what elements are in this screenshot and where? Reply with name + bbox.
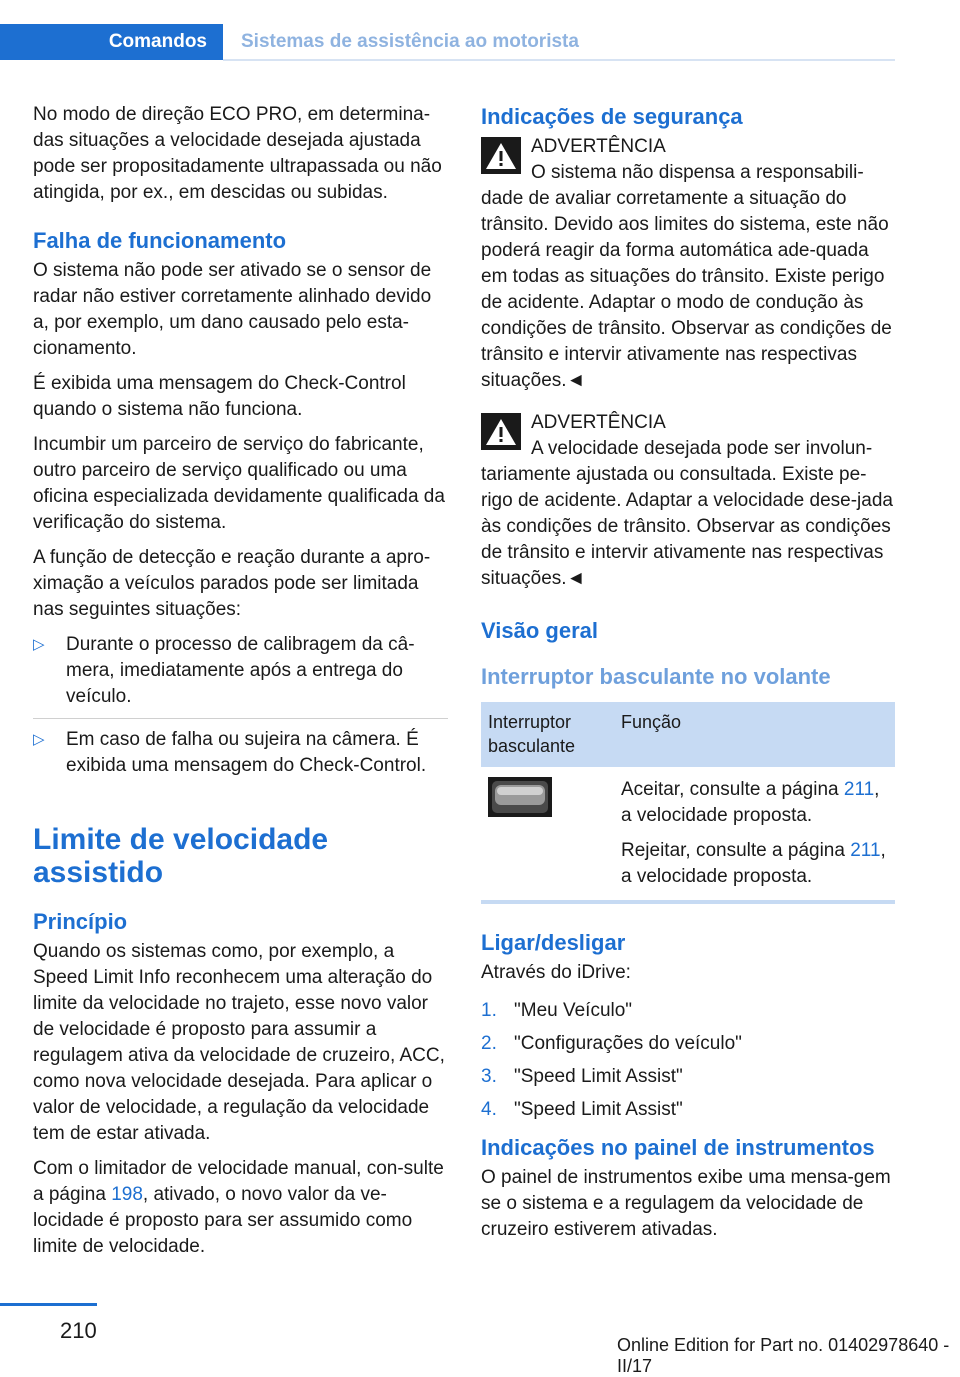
warning-box: [481, 410, 895, 592]
triangle-bullet-icon: ▷: [33, 636, 45, 653]
intro-paragraph: No modo de direção ECO PRO, em determina-das situações a velocidade desejada ajustada pode ser propositadamente ultrapassada ou não atingida, por ex., em descidas ou subidas.: [33, 104, 442, 203]
accept-text: Aceitar, consulte a página 211, a velocidade proposta.: [621, 779, 880, 826]
left-column: [33, 102, 448, 1269]
rocker-switch-icon: [488, 777, 552, 817]
malfunction-paragraph-2: É exibida uma mensagem do Check-Control quando o sistema não funciona.: [33, 373, 406, 420]
switch-heading: Interruptor basculante no volante: [481, 664, 831, 689]
overview-heading: Visão geral: [481, 618, 598, 643]
malfunction-heading: Falha de funcionamento: [33, 228, 287, 253]
onoff-intro: Através do iDrive:: [481, 962, 631, 983]
column-header: Interruptor basculante: [481, 702, 614, 767]
malfunction-paragraph-4: A função de detecção e reação durante a apro-ximação a veículos parados pode ser limitada nas seguintes situações:: [33, 547, 431, 620]
list-item: 4. "Speed Limit Assist": [481, 1099, 683, 1120]
warning-label: ADVERTÊNCIA: [531, 412, 666, 433]
page-link-211[interactable]: 211: [850, 840, 881, 861]
right-column: [481, 102, 895, 1252]
footer-rule: [0, 1303, 97, 1306]
instruments-paragraph: O painel de instrumentos exibe uma mensa-gem se o sistema e a regulagem da velocidade de cruzeiro estiverem ativadas.: [481, 1167, 891, 1240]
onoff-heading: Ligar/desligar: [481, 930, 626, 955]
safety-heading: Indicações de segurança: [481, 104, 743, 129]
malfunction-paragraph-3: Incumbir um parceiro de serviço do fabricante, outro parceiro de serviço qualificado ou uma oficina especializada devidamente qualificada da verificação do sistema.: [33, 434, 445, 533]
rocker-switch-cell: [481, 767, 614, 902]
list-item: 2. "Configurações do veículo": [481, 1033, 742, 1054]
header-rule: [223, 59, 895, 61]
malfunction-paragraph-1: O sistema não pode ser ativado se o sensor de radar não estiver corretamente alinhado devido a, por exemplo, um dano causado pelo esta-cionamento.: [33, 260, 432, 359]
table-row: [481, 767, 895, 902]
warning-box: [481, 134, 895, 394]
edition-note: Online Edition for Part no. 01402978640 - II/17: [617, 1335, 950, 1376]
column-header: Função: [614, 702, 895, 767]
page-number: 210: [60, 1318, 97, 1343]
table-header-row: [481, 702, 895, 767]
principle-heading: Princípio: [33, 909, 128, 934]
section-heading: Limite de velocidade assistido: [33, 823, 329, 889]
triangle-bullet-icon: ▷: [33, 731, 45, 748]
list-item: 1. "Meu Veículo": [481, 1000, 633, 1021]
instruments-heading: Indicações no painel de instrumentos: [481, 1135, 875, 1160]
principle-paragraph-2: Com o limitador de velocidade manual, con-sulte a página 198, ativado, o novo valor da ve-locidade é proposto para ser assumido como limite de velocidade.: [33, 1158, 444, 1257]
principle-paragraph-1: Quando os sistemas como, por exemplo, a Speed Limit Info reconhecem uma alteração do limite da velocidade no trajeto, esse novo valor de velocidade é proposto para assumir a regulagem ativa da velocidade de cruzeiro, ACC, como nova velocidade desejada. Para aplicar o valor de velocidade, a regulação da velocidade tem de estar ativada.: [33, 941, 445, 1144]
page-link-211[interactable]: 211: [843, 779, 875, 800]
function-cell: [614, 767, 895, 902]
list-item: 3. "Speed Limit Assist": [481, 1066, 683, 1087]
warning-text: A velocidade desejada pode ser involun-tariamente ajustada ou consultada. Existe pe-rigo de acidente. Adaptar a velocidade dese-jada às condições de trânsito. Observar as condições de trânsito e intervir ativamente nas respectivas situações.◄: [481, 438, 893, 589]
idrive-steps: [481, 998, 895, 1123]
warning-text: O sistema não dispensa a responsabili-dade de avaliar corretamente a situação do trânsito. Devido aos limites do sistema, este não poderá reagir da forma automática ade-quada em todas as situações do trânsito. Existe perigo de acidente. Adaptar o modo de condução às condições de trânsito. Observar as condições de trânsito e intervir ativamente nas respectivas situações.◄: [481, 162, 892, 391]
page-header: [0, 24, 960, 62]
switch-table: [481, 702, 895, 904]
page-link-198[interactable]: 198: [111, 1184, 143, 1205]
limitation-list: [33, 632, 448, 787]
warning-triangle-icon: [481, 413, 521, 450]
list-item: ▷ Durante o processo de calibragem da câ-mera, imediatamente após a entrega do veículo.: [33, 632, 448, 719]
chapter-title[interactable]: Sistemas de assistência ao motorista: [241, 31, 579, 52]
section-tab[interactable]: Comandos: [0, 24, 223, 60]
list-item: ▷ Em caso de falha ou sujeira na câmera. É exibida uma mensagem do Check-Control.: [33, 729, 427, 776]
warning-label: ADVERTÊNCIA: [531, 136, 666, 157]
warning-triangle-icon: [481, 137, 521, 174]
reject-text: Rejeitar, consulte a página 211, a velocidade proposta.: [621, 840, 886, 887]
